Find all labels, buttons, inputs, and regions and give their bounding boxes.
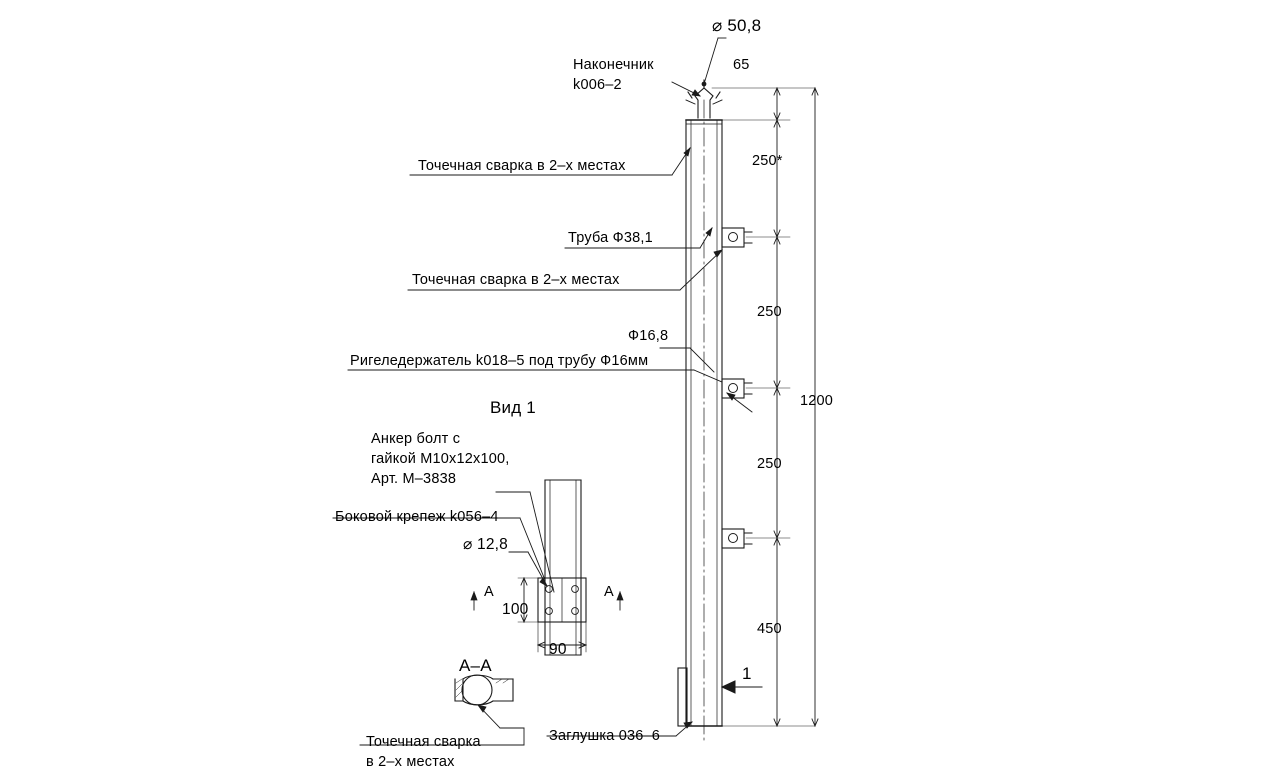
pointer-number-1: 1 — [742, 664, 752, 683]
label-anchor-line1: Анкер болт с — [371, 431, 461, 447]
label-tip-code: k006–2 — [573, 77, 622, 93]
dim-250-b: 250 — [757, 456, 782, 472]
label-spot-weld-3-line2: в 2–х местах — [366, 754, 455, 770]
section-mark-a-right: А — [604, 584, 614, 600]
label-tube: Труба Ф38,1 — [568, 230, 653, 246]
section-mark-a-left: А — [484, 584, 494, 600]
label-tip-name: Наконечник — [573, 57, 654, 73]
label-anchor-line3: Арт. М–3838 — [371, 471, 457, 487]
label-cap: Заглушка 036–6 — [549, 728, 661, 744]
section-title-aa: А–А — [459, 656, 492, 675]
title-view-1: Вид 1 — [490, 398, 536, 417]
label-anchor-line2: гайкой М10х12х100, — [371, 451, 510, 467]
label-spot-weld-2: Точечная сварка в 2–х местах — [412, 272, 620, 288]
label-side-mount: Боковой крепеж k056–4 — [335, 509, 499, 525]
label-spot-weld-1: Точечная сварка в 2–х местах — [418, 158, 626, 174]
dim-250-a: 250 — [757, 304, 782, 320]
dim-plate-width: 90 — [549, 641, 567, 658]
dim-total-1200: 1200 — [800, 393, 834, 409]
dim-hole-16: Ф16,8 — [628, 328, 669, 344]
dim-250-star: 250* — [752, 153, 783, 169]
dim-450: 450 — [757, 621, 782, 637]
label-spot-weld-3-line1: Точечная сварка — [366, 734, 481, 750]
dim-plate-height: 100 — [502, 601, 529, 618]
dim-65: 65 — [733, 57, 750, 73]
dim-hole-12: ⌀ 12,8 — [463, 536, 509, 553]
dim-diameter-top: ⌀ 50,8 — [712, 16, 762, 35]
label-rail-holder: Ригеледержатель k018–5 под трубу Ф16мм — [350, 353, 649, 369]
